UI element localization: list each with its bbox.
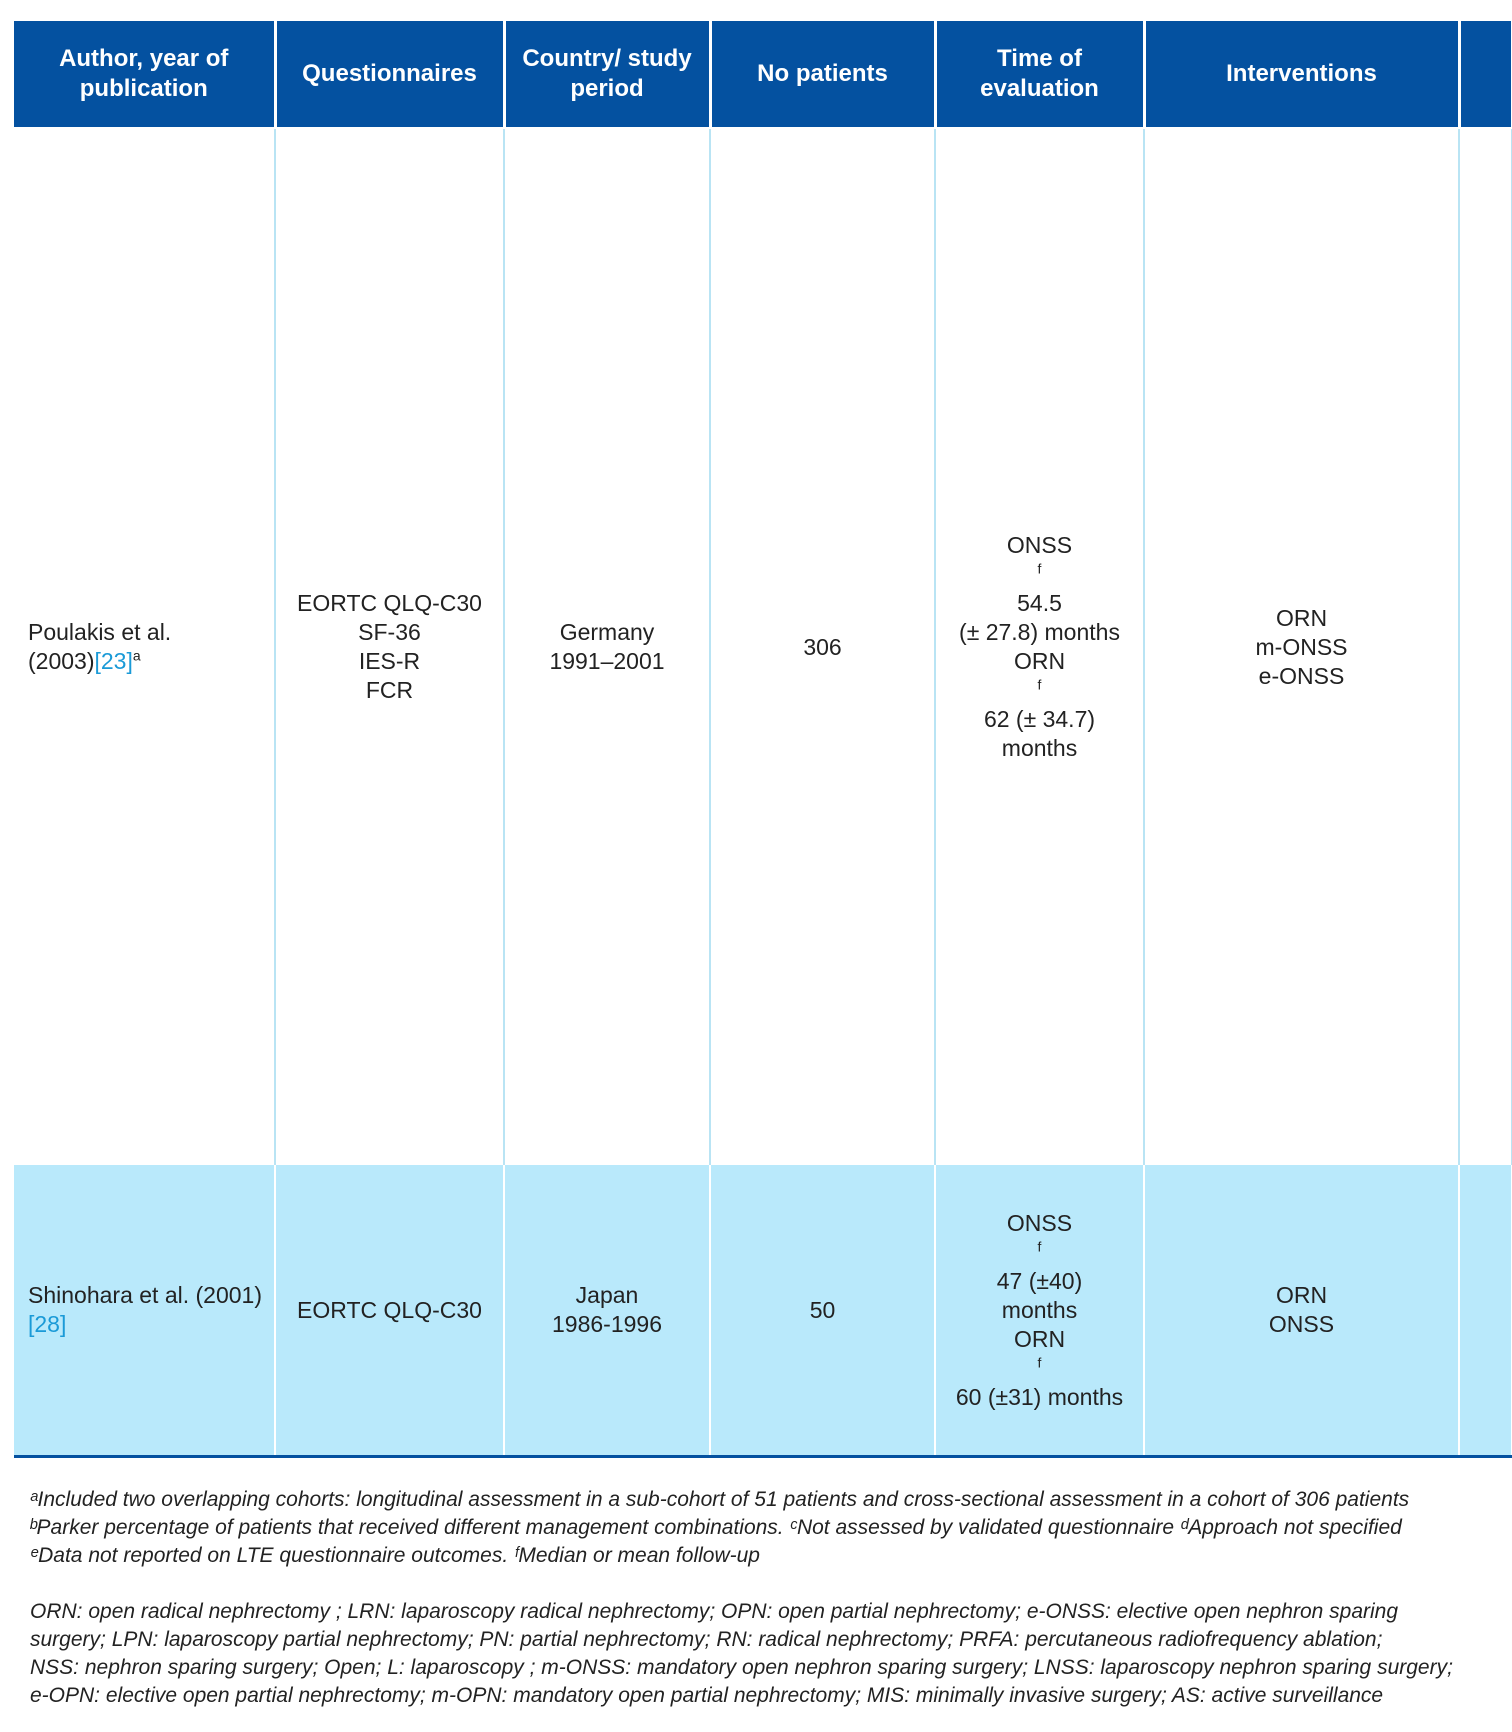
cell-cut-off [1459,1165,1512,1457]
cell-author: Poulakis et al. $(2003)[23]^a$ [14,128,275,1165]
cell-country-period: Germany 1991–2001 [504,128,710,1165]
header-questionnaires: Questionnaires [275,21,504,128]
cell-no-patients: 306 [710,128,935,1165]
header-interventions: Interventions [1144,21,1459,128]
table-row [14,128,1512,1165]
cell-cut-off [1459,128,1512,1165]
abbreviations-line: NSS: nephron sparing surgery; Open; L: laparoscopy ; m-ONSS: mandatory open nephron sparing surgery; LNSS: laparoscopy nephron sparing surgery; [30,1656,1453,1679]
footnote-line: ᵇParker percentage of patients that received different management combinations. ᶜNot assessed by validated questionnaire ᵈApproach not specified [30,1516,1402,1539]
header-country-period: Country/ study period [504,21,710,128]
abbreviations-line: ORN: open radical nephrectomy ; LRN: laparoscopy radical nephrectomy; OPN: open partial nephrectomy; e-ONSS: elective open nephron sparing [30,1600,1399,1623]
cell-country-period: Japan 1986-1996 [504,1165,710,1457]
reference-link[interactable]: [28] [28,1311,67,1337]
cell-interventions: ORN ONSS [1144,1165,1459,1457]
cell-time-of-evaluation: ONSS $^f$ 54.5 (± 27.8) months ORN $^f$ 62 (± 34.7) months [935,128,1144,1165]
cell-no-patients: 50 [710,1165,935,1457]
footnote-line: ᵉData not reported on LTE questionnaire outcomes. ᶠMedian or mean follow-up [30,1544,760,1567]
cell-author: Shinohara et al. (2001) [28] [14,1165,275,1457]
abbreviations-line: surgery; LPN: laparoscopy partial nephrectomy; PN: partial nephrectomy; RN: radical nephrectomy; PRFA: percutaneous radiofrequency ablation; [30,1628,1383,1651]
header-time-of-evaluation: Time of evaluation [935,21,1144,128]
cell-time-of-evaluation: ONSS $^f$ 47 (±40) months ORN $^f$ 60 (±31) months [935,1165,1144,1457]
reference-link[interactable]: [23] [94,648,133,674]
table-row [14,1165,1512,1457]
cell-interventions: ORN m-ONSS e-ONSS [1144,128,1459,1165]
header-no-patients: No patients [710,21,935,128]
footnote-line: ᵃIncluded two overlapping cohorts: longitudinal assessment in a sub-cohort of 51 patients and cross-sectional assessment in a cohort of 306 patients [30,1488,1410,1511]
abbreviations-line: e-OPN: elective open partial nephrectomy; m-OPN: mandatory open partial nephrectomy; MIS: minimally invasive surgery; AS: active surveillance [30,1684,1384,1707]
header-cut-off-column [1459,21,1512,128]
header-author: Author, year of publication [14,21,275,128]
cell-questionnaires: EORTC QLQ-C30 SF-36 IES-R FCR [275,128,504,1165]
table-header-row [14,21,1512,128]
studies-table [14,21,1512,1458]
table-footnotes [30,1486,1500,1710]
cell-questionnaires: EORTC QLQ-C30 [275,1165,504,1457]
